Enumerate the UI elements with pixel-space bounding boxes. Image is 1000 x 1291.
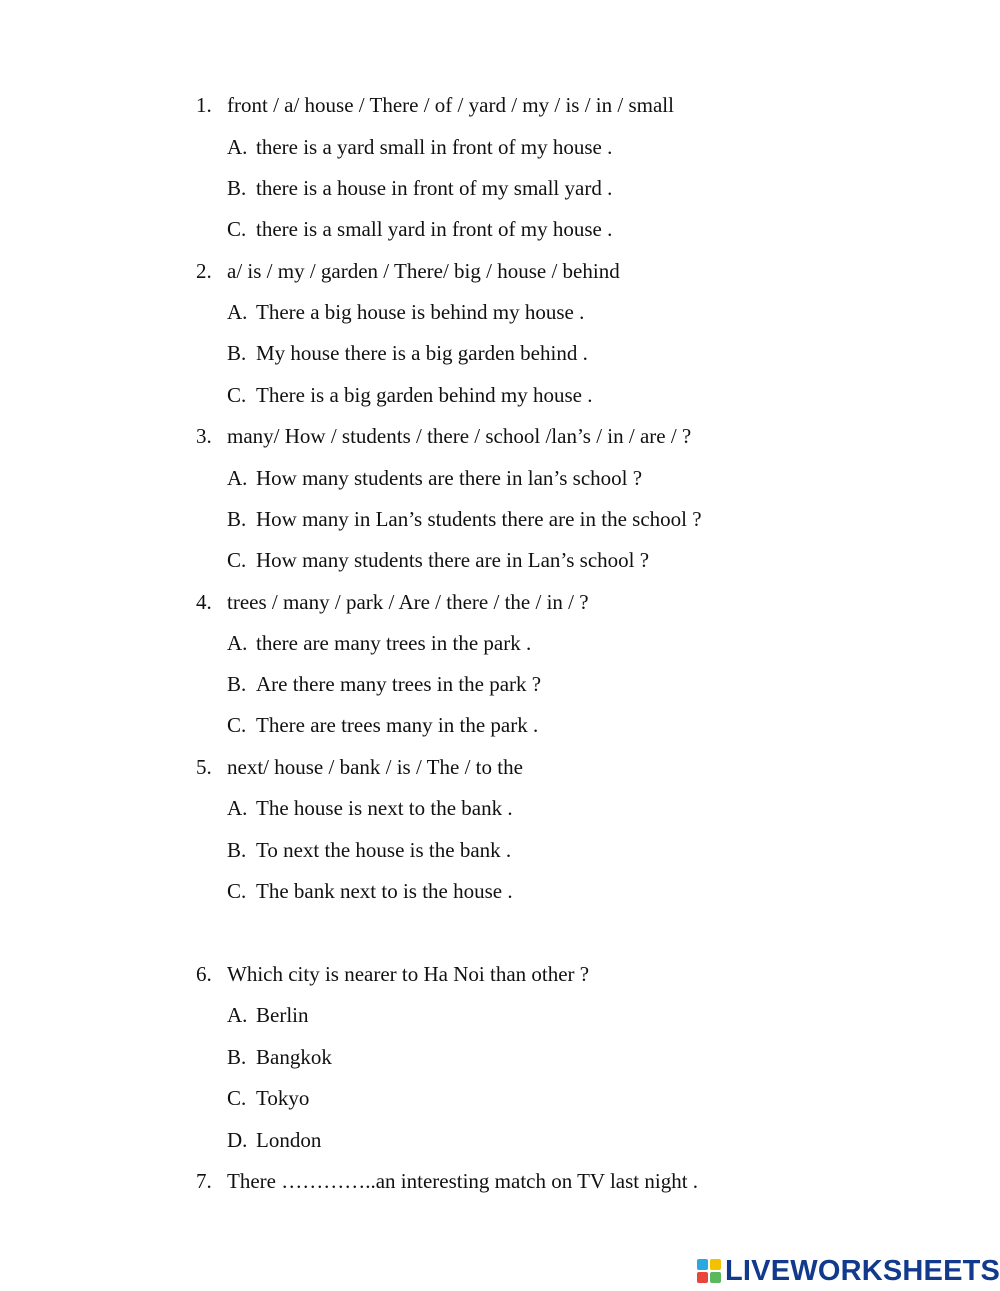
option-letter: A. — [227, 1003, 248, 1027]
option-text: To next the house is the bank . — [256, 838, 512, 862]
logo-text: LIVEWORKSHEETS — [725, 1254, 1000, 1287]
logo-block-green — [710, 1272, 721, 1283]
option-text: My house there is a big garden behind . — [256, 341, 588, 365]
option-text: There a big house is behind my house . — [256, 300, 585, 324]
option-text: there are many trees in the park . — [256, 631, 532, 655]
option-letter: B. — [227, 1045, 247, 1069]
question-prompt: There …………..an interesting match on TV last night . — [227, 1169, 699, 1193]
option-text: How many students there are in Lan’s school ? — [256, 548, 650, 572]
question-number: 5. — [196, 755, 212, 779]
option-text: Tokyo — [256, 1086, 310, 1110]
option-text: there is a small yard in front of my house . — [256, 217, 613, 241]
logo-block-blue — [697, 1259, 708, 1270]
option-text: The bank next to is the house . — [256, 879, 513, 903]
option-text: London — [256, 1128, 322, 1152]
option-text: there is a house in front of my small yard . — [256, 176, 613, 200]
option-letter: C. — [227, 217, 247, 241]
option-text: Berlin — [256, 1003, 309, 1027]
question-number: 2. — [196, 259, 212, 283]
logo-blocks-icon — [697, 1259, 721, 1283]
option-text: The house is next to the bank . — [256, 796, 513, 820]
option-text: There are trees many in the park . — [256, 713, 539, 737]
option-text: Bangkok — [256, 1045, 332, 1069]
question-prompt: many/ How / students / there / school /lan’s / in / are / ? — [227, 424, 692, 448]
option-letter: A. — [227, 466, 248, 490]
logo-block-yellow — [710, 1259, 721, 1270]
question-number: 1. — [196, 93, 212, 117]
question-prompt: a/ is / my / garden / There/ big / house / behind — [227, 259, 620, 283]
question-number: 6. — [196, 962, 212, 986]
option-text: There is a big garden behind my house . — [256, 383, 593, 407]
question-prompt: Which city is nearer to Ha Noi than other ? — [227, 962, 590, 986]
option-letter: C. — [227, 548, 247, 572]
logo-block-red — [697, 1272, 708, 1283]
option-letter: A. — [227, 631, 248, 655]
option-letter: B. — [227, 672, 247, 696]
option-letter: C. — [227, 383, 247, 407]
question-prompt: front / a/ house / There / of / yard / my / is / in / small — [227, 93, 674, 117]
option-letter: A. — [227, 796, 248, 820]
question-number: 3. — [196, 424, 212, 448]
question-number: 7. — [196, 1169, 212, 1193]
option-letter: B. — [227, 176, 247, 200]
option-letter: A. — [227, 135, 248, 159]
option-text: How many students are there in lan’s school ? — [256, 466, 643, 490]
option-letter: B. — [227, 341, 247, 365]
question-prompt: trees / many / park / Are / there / the / in / ? — [227, 590, 589, 614]
option-letter: C. — [227, 1086, 247, 1110]
liveworksheets-logo — [697, 1255, 1000, 1287]
question-number: 4. — [196, 590, 212, 614]
option-text: Are there many trees in the park ? — [256, 672, 542, 696]
option-letter: A. — [227, 300, 248, 324]
option-letter: C. — [227, 713, 247, 737]
option-text: there is a yard small in front of my house . — [256, 135, 613, 159]
question-prompt: next/ house / bank / is / The / to the — [227, 755, 523, 779]
option-letter: C. — [227, 879, 247, 903]
option-letter: D. — [227, 1128, 248, 1152]
option-letter: B. — [227, 507, 247, 531]
option-text: How many in Lan’s students there are in the school ? — [256, 507, 702, 531]
option-letter: B. — [227, 838, 247, 862]
